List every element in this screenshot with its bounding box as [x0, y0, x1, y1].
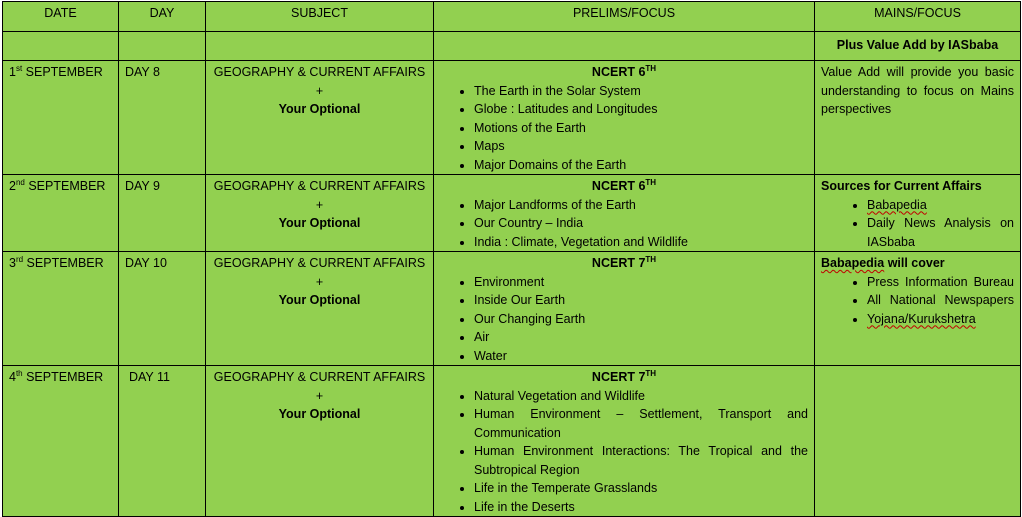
list-item: • Maps: [474, 137, 808, 156]
subject-optional: Your Optional: [278, 407, 361, 421]
prelims-list: [440, 387, 808, 517]
subject-cell: [206, 366, 434, 517]
mains-title: Sources for Current Affairs: [821, 179, 982, 193]
date-cell: [3, 175, 119, 252]
date-ordinal: rd: [15, 254, 24, 264]
list-item: • Life in the Temperate Grasslands: [474, 479, 808, 498]
subject-main: GEOGRAPHY & CURRENT AFFAIRS: [213, 179, 426, 193]
header-mains-focus: MAINS/FOCUS: [815, 2, 1021, 32]
list-item: • Motions of the Earth: [474, 119, 808, 138]
table-row: [3, 252, 1021, 366]
subject-cell: [206, 61, 434, 175]
date-month: SEPTEMBER: [24, 179, 106, 193]
value-add-day-cell: [119, 32, 206, 61]
date-ordinal: st: [15, 63, 23, 73]
header-date: DATE: [3, 2, 119, 32]
list-item: • Human Environment – Settlement, Transport and Communication: [474, 405, 808, 442]
list-item: • Globe : Latitudes and Longitudes: [474, 100, 808, 119]
list-item: • The Earth in the Solar System: [474, 82, 808, 101]
prelims-cell: [434, 366, 815, 517]
list-item: • Press Information Bureau: [867, 273, 1014, 292]
date-cell: [3, 366, 119, 517]
subject-plus: +: [315, 274, 324, 289]
date-cell: [3, 252, 119, 366]
day-cell: DAY 9: [119, 175, 206, 252]
day-cell: DAY 10: [119, 252, 206, 366]
list-item: • Our Country – India: [474, 214, 808, 233]
subject-cell: [206, 252, 434, 366]
list-item: • Human Environment Interactions: The Tropical and the Subtropical Region: [474, 442, 808, 479]
prelims-cell: [434, 61, 815, 175]
subject-cell: [206, 175, 434, 252]
subject-optional: Your Optional: [278, 216, 361, 230]
day-cell: DAY 11: [119, 366, 206, 517]
date-number: 1: [9, 65, 16, 79]
mains-list: [821, 273, 1014, 329]
prelims-title: NCERT 6TH: [591, 63, 657, 79]
date-month: SEPTEMBER: [22, 370, 104, 384]
subject-main: GEOGRAPHY & CURRENT AFFAIRS: [213, 256, 426, 270]
list-item: • Inside Our Earth: [474, 291, 808, 310]
date-cell: [3, 61, 119, 175]
header-subject: SUBJECT: [206, 2, 434, 32]
prelims-list: [440, 196, 808, 252]
prelims-list: [440, 82, 808, 175]
prelims-list: [440, 273, 808, 366]
day-cell: DAY 8: [119, 61, 206, 175]
prelims-title: NCERT 7TH: [591, 368, 657, 384]
prelims-title: NCERT 6TH: [591, 177, 657, 193]
subject-plus: +: [315, 388, 324, 403]
subject-main: GEOGRAPHY & CURRENT AFFAIRS: [213, 370, 426, 384]
study-plan-table: [2, 1, 1021, 517]
table-row: [3, 175, 1021, 252]
mains-list: [821, 196, 1014, 252]
value-add-mains-cell: [815, 32, 1021, 61]
date-ordinal: th: [15, 368, 23, 378]
list-item: • Air: [474, 328, 808, 347]
list-item: • Babapedia: [867, 196, 1014, 215]
value-add-prelims-cell: [434, 32, 815, 61]
list-item: • Our Changing Earth: [474, 310, 808, 329]
mains-title: Babapedia will cover: [821, 256, 945, 270]
list-item: • All National Newspapers: [867, 291, 1014, 310]
mains-cell: [815, 366, 1021, 517]
table-row: [3, 366, 1021, 517]
header-day: DAY: [119, 2, 206, 32]
prelims-cell: [434, 252, 815, 366]
subject-main: GEOGRAPHY & CURRENT AFFAIRS: [213, 65, 426, 79]
subject-plus: +: [315, 197, 324, 212]
header-prelims-focus: PRELIMS/FOCUS: [434, 2, 815, 32]
list-item: • Major Domains of the Earth: [474, 156, 808, 175]
date-ordinal: nd: [15, 177, 25, 187]
value-add-subject-cell: [206, 32, 434, 61]
date-month: SEPTEMBER: [22, 65, 103, 79]
subject-plus: +: [315, 83, 324, 98]
mains-cell: Value Add will provide you basic understanding to focus on Mains perspectives: [815, 61, 1021, 175]
subject-optional: Your Optional: [278, 102, 361, 116]
date-number: 2: [9, 179, 16, 193]
list-item: • Water: [474, 347, 808, 366]
subject-optional: Your Optional: [278, 293, 361, 307]
date-month: SEPTEMBER: [23, 256, 104, 270]
list-item: • Daily News Analysis on IASbaba: [867, 214, 1014, 251]
prelims-title: NCERT 7TH: [591, 254, 657, 270]
prelims-cell: [434, 175, 815, 252]
list-item: • Natural Vegetation and Wildlife: [474, 387, 808, 406]
header-row: [3, 2, 1021, 32]
list-item: • Yojana/Kurukshetra: [867, 310, 1014, 329]
list-item: • Major Landforms of the Earth: [474, 196, 808, 215]
list-item: • India : Climate, Vegetation and Wildlife: [474, 233, 808, 252]
date-number: 3: [9, 256, 16, 270]
mains-cell: [815, 175, 1021, 252]
value-add-title: Plus Value Add by IASbaba: [836, 38, 999, 52]
date-number: 4: [9, 370, 16, 384]
list-item: • Environment: [474, 273, 808, 292]
table-row: [3, 61, 1021, 175]
mains-cell: [815, 252, 1021, 366]
list-item: • Life in the Deserts: [474, 498, 808, 517]
value-add-row: [3, 32, 1021, 61]
value-add-date-cell: [3, 32, 119, 61]
